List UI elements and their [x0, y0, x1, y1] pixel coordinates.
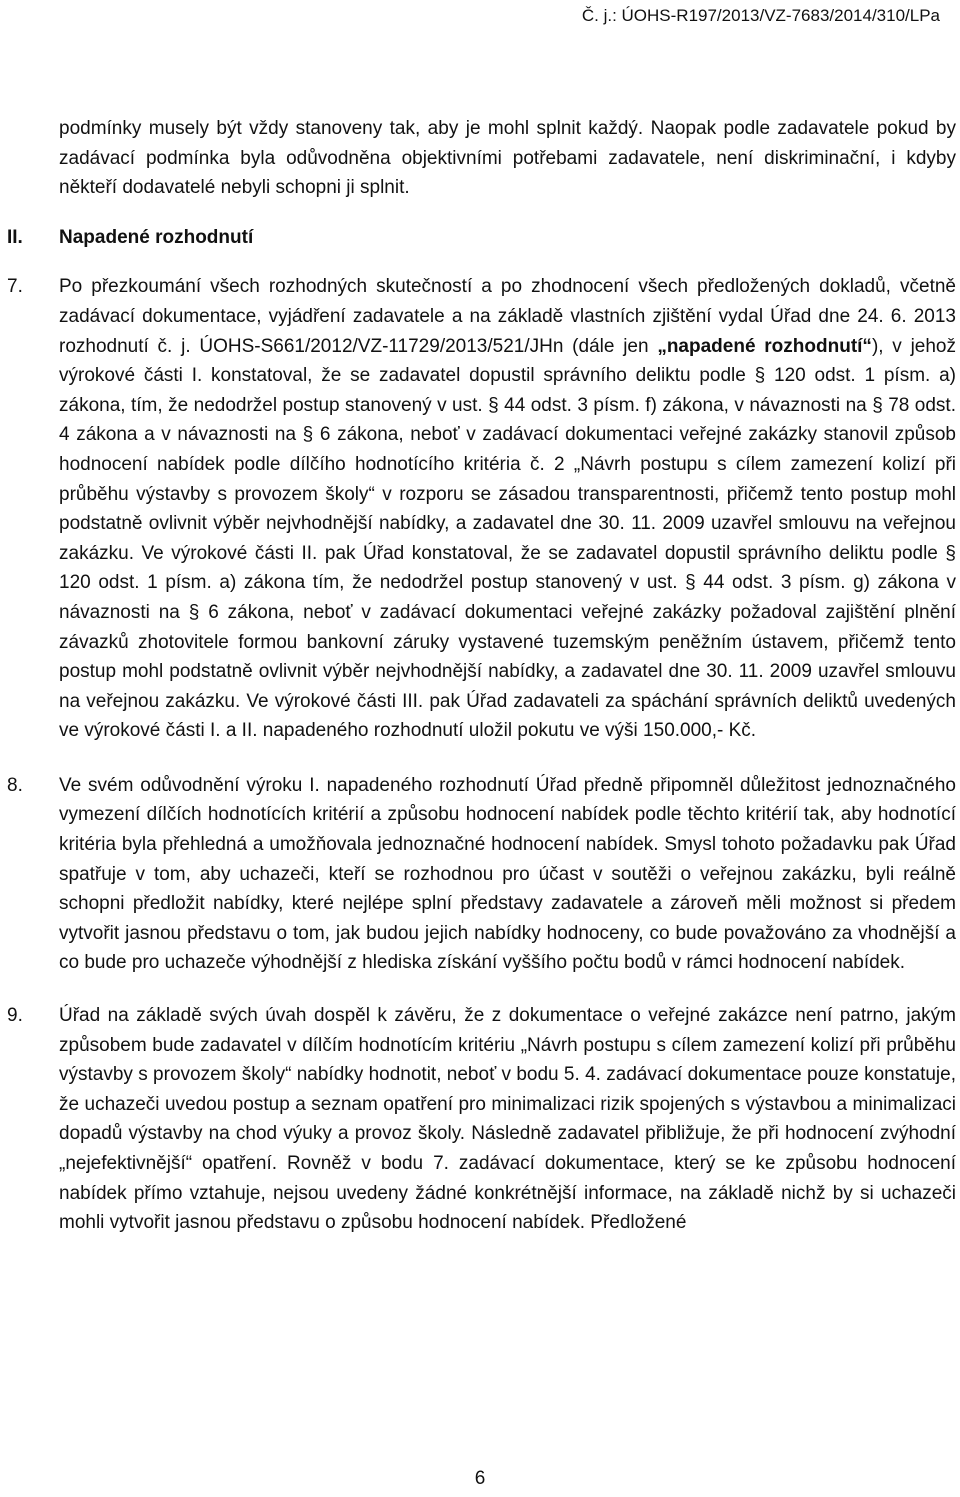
- document-reference-number: Č. j.: ÚOHS-R197/2013/VZ-7683/2014/310/LPa: [581, 6, 940, 25]
- paragraph-8: [0, 771, 960, 978]
- emphasis-term: „napadené rozhodnutí“: [657, 335, 872, 357]
- paragraph-7: [0, 272, 960, 746]
- intro-text: podmínky musely být vždy stanoveny tak, aby je mohl splnit každý. Naopak podle zadavatele pokud by zadávací podmínka byla odůvodněna objektivními potřebami zadavatele, není diskriminační, i kdyby někteří dodavatelé nebyli schopni ji splnit.: [59, 118, 956, 199]
- paragraph-number: 9.: [7, 1005, 23, 1027]
- paragraph-text-part2: ), v jehož výrokové části I. konstatoval, že se zadavatel dopustil správního deliktu podle § 120 odst. 1 písm. a) zákona, tím, že nedodržel postup stanovený v ust. § 44 odst. 3 písm. f) zákona, v návaznosti na § 78 odst. 4 zákona a v návaznosti na § 6 zákona, neboť v zadávací dokumentaci veřejné zakázky stanovil způsob hodnocení nabídek podle dílčího hodnotícího kritéria č. 2 „Návrh postupu s cílem zamezení kolizí při průběhu výstavby s provozem školy“ v rozporu se zásadou transparentnosti, přičemž tento postup mohl podstatně ovlivnit výběr nejvhodnější nabídky, a zadavatel dne 30. 11. 2009 uzavřel smlouvu na veřejnou zakázku. Ve výrokové části II. pak Úřad konstatoval, že se zadavatel dopustil správního deliktu podle § 120 odst. 1 písm. a) zákona tím, že nedodržel postup stanovený v ust. § 44 odst. 3 písm. g) zákona v návaznosti na § 6 zákona, neboť v zadávací dokumentaci veřejné zakázky požadoval zajištění plnění závazků zhotovitele formou bankovní záruky vystavené tuzemským peněžním ústavem, přičemž tento postup mohl podstatně ovlivnit výběr nejvhodnější nabídky, a zadavatel dne 30. 11. 2009 uzavřel smlouvu na veřejnou zakázku. Ve výrokové části III. pak Úřad zadavateli za spáchání správních deliktů uvedených ve výrokové části I. a II. napadeného rozhodnutí uložil pokutu ve výši 150.000,- Kč.: [59, 335, 957, 742]
- document-body: [0, 114, 960, 1238]
- section-title: Napadené rozhodnutí: [59, 226, 254, 248]
- paragraph-number: 8.: [7, 774, 23, 796]
- section-heading: [0, 223, 960, 253]
- paragraph-number: 7.: [7, 276, 23, 298]
- page-number: 6: [474, 1468, 486, 1489]
- intro-paragraph: [0, 114, 960, 203]
- paragraph-text-part1: Po přezkoumání všech rozhodných skutečností a po zhodnocení všech předložených dokladů, včetně zadávací dokumentace, vyjádření zadavatele a na základě vlastních zjištění vydal Úřad dne 24. 6. 2013 rozhodnutí č. j. ÚOHS-S661/2012/VZ-11729/2013/521/JHn (dále jen: [59, 276, 956, 357]
- paragraph-text: Úřad na základě svých úvah dospěl k závěru, že z dokumentace o veřejné zakázce není patrno, jakým způsobem bude zadavatel v dílčím hodnotícím kritériu „Návrh postupu s cílem zamezení kolizí při průběhu výstavby s provozem školy“ nabídky hodnotit, neboť v bodu 5. 4. zadávací dokumentace pouze konstatuje, že uchazeči uvedou postup a seznam opatření pro minimalizaci rizik spojených s výstavbou a minimalizaci dopadů výstavby na chod výuky a provoz školy. Následně zadavatel přibližuje, že při hodnocení zvýhodní „nejefektivnější“ opatření. Rovněž v bodu 7. zadávací dokumentace, který se ke způsobu hodnocení nabídek přímo vztahuje, nejsou uvedeny žádné konkrétnější informace, na základě nichž by si uchazeči mohli vytvořit jasnou představu o způsobu hodnocení nabídek. Předložené: [59, 1005, 956, 1234]
- paragraph-text: Ve svém odůvodnění výroku I. napadeného rozhodnutí Úřad předně připomněl důležitost jednoznačného vymezení dílčích hodnotících kritérií a způsobu hodnocení nabídek podle těchto kritérií tak, aby hodnotící kritéria byla přehledná a umožňovala jednoznačné hodnocení nabídek. Smysl tohoto požadavku pak Úřad spatřuje v tom, aby uchazeči, kteří se rozhodnou pro účast v soutěži o veřejnou zakázku, byli reálně schopni předložit nabídky, které nejlépe splní představy zadavatele a zároveň měli možnost si předem vytvořit jasnou představu o tom, jak budou jejich nabídky hodnoceny, co bude považováno za vhodnější a co bude pro uchazeče výhodnější z hlediska získání vyššího počtu bodů v rámci hodnocení nabídek.: [59, 774, 956, 974]
- section-number: II.: [7, 226, 23, 248]
- paragraph-9: [0, 1001, 960, 1238]
